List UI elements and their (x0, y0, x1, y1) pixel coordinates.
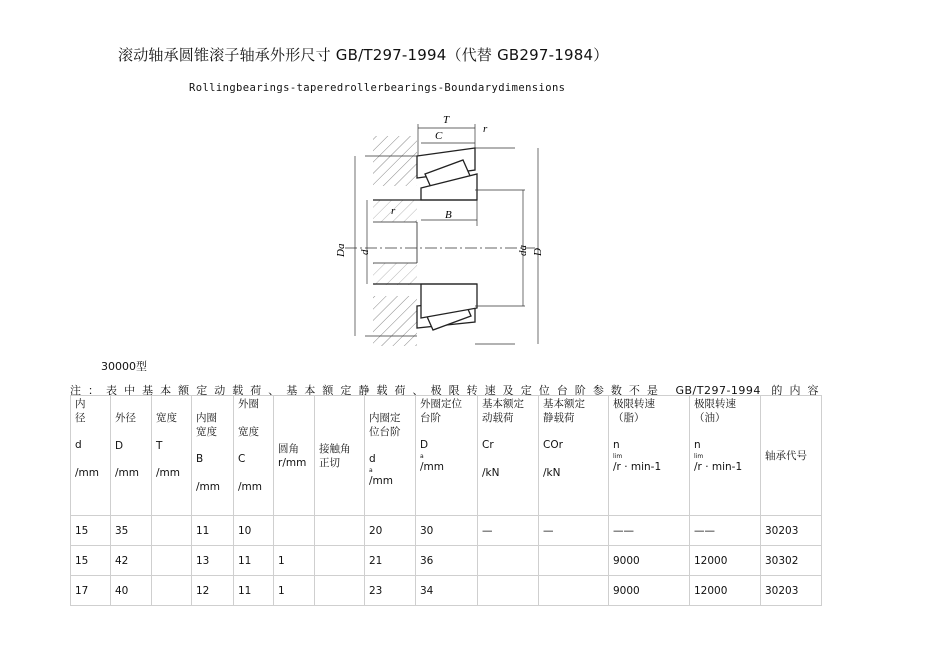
table-cell (539, 546, 609, 576)
table-cell: 30203 (761, 516, 822, 546)
table-cell: 12000 (690, 546, 761, 576)
table-cell (152, 546, 192, 576)
header-line: n (694, 439, 701, 452)
header-line: 位台阶 (369, 425, 401, 438)
label-C: C (435, 130, 443, 142)
header-line (115, 398, 147, 412)
table-cell (478, 576, 539, 606)
header-line (238, 439, 269, 453)
header-line: /r · min-1 (694, 460, 743, 473)
header-line: a (369, 466, 373, 474)
table-cell: 12 (192, 576, 234, 606)
header-line: /kN (543, 466, 561, 479)
table-cell: 12000 (690, 576, 761, 606)
header-line: /kN (482, 466, 500, 479)
table-cell: 10 (234, 516, 274, 546)
table-row (71, 516, 822, 546)
header-line: d (75, 439, 82, 452)
bearing-diagram (325, 108, 555, 353)
shaft-hatch-bottom (373, 263, 417, 285)
header-line: /mm (420, 460, 444, 473)
header-line: 基本额定 (543, 398, 585, 410)
table-cell: 34 (416, 576, 478, 606)
table-cell: 23 (365, 576, 416, 606)
header-line: lim (613, 452, 623, 460)
header-line (482, 453, 534, 467)
table-body (71, 516, 822, 606)
header-line (369, 398, 411, 412)
header-line: 径 (75, 411, 86, 424)
header-line: a (420, 452, 424, 460)
table-cell (152, 516, 192, 546)
header-line (369, 439, 411, 453)
table-cell: 35 (111, 516, 152, 546)
housing-hatch-bottom (373, 296, 417, 346)
table-cell: 11 (234, 576, 274, 606)
header-line (694, 425, 756, 439)
table-cell: 9000 (609, 576, 690, 606)
header-line: 动载荷 (482, 411, 514, 424)
table-cell: 13 (192, 546, 234, 576)
table-cell: 36 (416, 546, 478, 576)
table-cell (315, 576, 365, 606)
table-cell: 30203 (761, 576, 822, 606)
table-cell (478, 546, 539, 576)
header-line: /mm (156, 467, 180, 480)
header-line: r/mm (278, 456, 307, 469)
header-line: 宽度 (238, 425, 259, 438)
header-line: n (613, 439, 620, 452)
header-line (156, 453, 187, 467)
table-cell (152, 576, 192, 606)
label-B: B (445, 209, 452, 221)
table-cell: 30302 (761, 546, 822, 576)
header-line (196, 467, 229, 481)
table-cell (315, 516, 365, 546)
header-line (543, 425, 604, 439)
label-D: D (532, 248, 544, 256)
label-da: da (517, 245, 529, 256)
header-line: 外圈定位 (420, 398, 462, 410)
header-line (115, 453, 147, 467)
header-cell (315, 396, 365, 516)
header-line (75, 453, 106, 467)
header-cell (192, 396, 234, 516)
table-cell: —— (609, 516, 690, 546)
header-line: 轴承代号 (765, 449, 807, 462)
table-row (71, 546, 822, 576)
table-cell: 40 (111, 576, 152, 606)
table-cell (274, 516, 315, 546)
header-line (156, 398, 187, 412)
header-cell (111, 396, 152, 516)
table-cell: —— (690, 516, 761, 546)
header-line: /mm (196, 480, 220, 493)
table-cell: 9000 (609, 546, 690, 576)
header-line (238, 412, 269, 426)
table-header-row (71, 396, 822, 516)
header-line: 宽度 (156, 412, 177, 424)
header-cell (71, 396, 111, 516)
table-cell: 20 (365, 516, 416, 546)
document-title: 滚动轴承圆锥滚子轴承外形尺寸 GB/T297-1994（代替 GB297-1984） (118, 46, 609, 64)
label-r-mid: r (391, 205, 396, 217)
table-cell: 15 (71, 546, 111, 576)
label-Da: Da (335, 243, 347, 257)
header-line: D (420, 439, 429, 452)
header-line: （脂） (613, 411, 645, 424)
header-cell (365, 396, 416, 516)
table-note: 注：表中基本额定动载荷、基本额定静载荷、极限转速及定位台阶参数不是 GB/T297-1994 的内容 (70, 384, 819, 397)
header-line: COr (543, 439, 563, 452)
header-line: 极限转速 (694, 398, 736, 410)
table-cell: 1 (274, 576, 315, 606)
housing-hatch-top (373, 136, 417, 186)
table-cell: 15 (71, 516, 111, 546)
header-line: 圆角 (278, 442, 299, 455)
table-cell (315, 546, 365, 576)
header-cell (152, 396, 192, 516)
header-line: 静载荷 (543, 411, 575, 424)
header-cell (539, 396, 609, 516)
header-line (115, 426, 147, 440)
header-line: /r · min-1 (613, 460, 662, 473)
header-line (75, 425, 106, 439)
header-line: （油） (694, 411, 726, 424)
header-line: B (196, 453, 204, 466)
table-cell: 42 (111, 546, 152, 576)
header-cell (690, 396, 761, 516)
table-cell: — (539, 516, 609, 546)
header-line (196, 439, 229, 453)
table-cell: 21 (365, 546, 416, 576)
header-line (196, 398, 229, 412)
header-cell (761, 396, 822, 516)
table-cell: 30 (416, 516, 478, 546)
header-line: /mm (369, 474, 393, 487)
header-line: 内圈定 (369, 412, 401, 424)
header-line (420, 425, 473, 439)
header-line: lim (694, 452, 704, 460)
label-d: d (359, 249, 371, 255)
header-cell (274, 396, 315, 516)
table-cell: — (478, 516, 539, 546)
header-cell (416, 396, 478, 516)
header-line: 接触角 (319, 442, 351, 455)
header-line: 内圈 (196, 412, 217, 424)
header-cell (478, 396, 539, 516)
header-cell (609, 396, 690, 516)
header-line: 正切 (319, 456, 340, 469)
dimension-table (70, 395, 822, 606)
header-line: 台阶 (420, 411, 441, 424)
table-row (71, 576, 822, 606)
label-r-top: r (483, 123, 488, 135)
table-cell: 11 (192, 516, 234, 546)
label-T: T (443, 114, 450, 126)
header-line (482, 425, 534, 439)
table-cell: 11 (234, 546, 274, 576)
table-cell (539, 576, 609, 606)
header-line: D (115, 439, 124, 452)
bearing-type-label: 30000型 (101, 360, 147, 373)
header-line: 内 (75, 398, 86, 410)
header-line: 外圈 (238, 398, 259, 410)
header-line: T (156, 439, 163, 452)
header-line: d (369, 453, 376, 466)
header-line: /mm (115, 467, 139, 480)
header-line: 宽度 (196, 425, 217, 438)
header-line: 外径 (115, 412, 136, 424)
document-subtitle: Rollingbearings-taperedrollerbearings-Boundarydimensions (189, 82, 566, 94)
header-line (156, 426, 187, 440)
header-line (543, 453, 604, 467)
header-line: /mm (75, 466, 99, 479)
header-line: /mm (238, 480, 262, 493)
header-line (238, 467, 269, 481)
header-line: C (238, 453, 246, 466)
table-cell: 1 (274, 546, 315, 576)
table-cell: 17 (71, 576, 111, 606)
header-line: 基本额定 (482, 398, 524, 410)
header-cell (234, 396, 274, 516)
header-line: 极限转速 (613, 398, 655, 410)
header-line: Cr (482, 439, 494, 452)
header-line (613, 425, 685, 439)
